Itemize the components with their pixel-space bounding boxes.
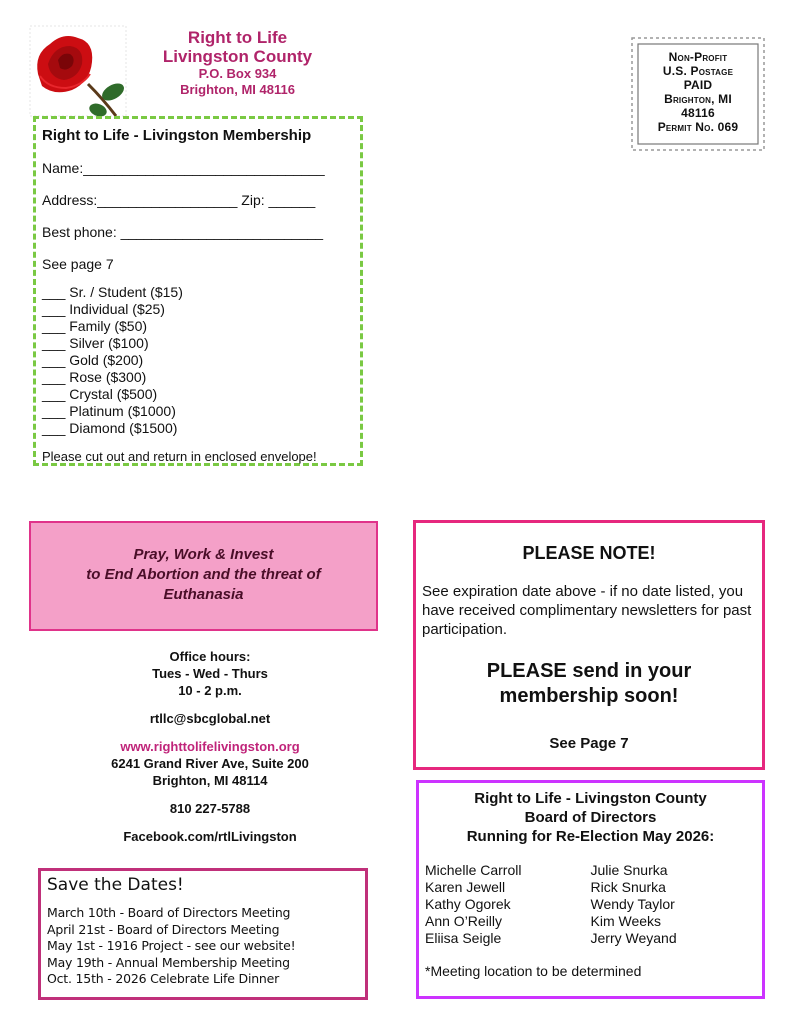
- banner-line: to End Abortion and the threat of: [86, 566, 321, 583]
- email-link[interactable]: rtllc@sbcglobal.net: [149, 711, 271, 726]
- membership-level[interactable]: ___ Sr. / Student ($15): [42, 284, 183, 300]
- board-header-line: Board of Directors: [524, 809, 657, 826]
- event-item: May 1st - 1916 Project - see our website!: [47, 938, 296, 953]
- membership-level[interactable]: ___ Crystal ($500): [42, 386, 158, 402]
- membership-level[interactable]: ___ Individual ($25): [42, 301, 165, 317]
- board-member: Kathy Ogorek: [425, 896, 511, 912]
- city-address: Brighton, MI 48114: [152, 773, 268, 788]
- board-member: Kim Weeks: [590, 913, 662, 929]
- website-link[interactable]: www.righttolifelivingston.org: [120, 739, 300, 754]
- office-time: 10 - 2 p.m.: [178, 683, 242, 698]
- board-names: [425, 862, 756, 947]
- banner-line: Pray, Work & Invest: [133, 546, 274, 563]
- membership-level[interactable]: ___ Diamond ($1500): [42, 420, 178, 436]
- postage-line: Permit No. 069: [657, 120, 739, 134]
- board-member: Eliisa Seigle: [425, 930, 502, 946]
- save-the-dates: [38, 868, 368, 1000]
- membership-level[interactable]: ___ Platinum ($1000): [42, 403, 176, 419]
- note-cta: [422, 659, 756, 709]
- banner-line: Euthanasia: [163, 586, 244, 603]
- board-footnote: *Meeting location to be determined: [425, 963, 642, 979]
- board-column-left: [425, 862, 591, 947]
- event-item: Oct. 15th - 2026 Celebrate Life Dinner: [47, 971, 280, 986]
- board-column-right: [591, 862, 757, 947]
- po-box: P.O. Box 934: [198, 66, 277, 81]
- board-box: [416, 780, 765, 999]
- please-note-box: [413, 520, 765, 770]
- board-member: Julie Snurka: [590, 862, 668, 878]
- event-item: March 10th - Board of Directors Meeting: [47, 905, 291, 920]
- membership-form: [33, 116, 363, 466]
- board-member: Ann O’Reilly: [425, 913, 503, 929]
- facebook-link[interactable]: Facebook.com/rtlLivingston: [123, 829, 297, 844]
- membership-title: Right to Life - Livingston Membership: [42, 127, 312, 144]
- mission-banner: [29, 521, 378, 631]
- rose-icon: [28, 24, 130, 118]
- membership-level[interactable]: ___ Silver ($100): [42, 335, 149, 351]
- board-member: Karen Jewell: [425, 879, 506, 895]
- office-days: Tues - Wed - Thurs: [152, 666, 268, 681]
- postage-indicia: [640, 50, 756, 134]
- see-page-note: See page 7: [42, 256, 114, 272]
- membership-level[interactable]: ___ Rose ($300): [42, 369, 147, 385]
- address-field[interactable]: Address:__________________ Zip: ______: [42, 192, 316, 208]
- postage-line: Brighton, MI: [664, 92, 732, 106]
- postage-line: Non-Profit: [668, 50, 728, 64]
- postage-line: 48116: [681, 106, 715, 120]
- org-city: Brighton, MI 48116: [180, 82, 295, 97]
- board-header-line: Running for Re-Election May 2026:: [466, 828, 715, 845]
- org-county: Livingston County: [162, 47, 313, 66]
- street-address: 6241 Grand River Ave, Suite 200: [111, 756, 309, 771]
- membership-level[interactable]: ___ Gold ($200): [42, 352, 144, 368]
- cut-out-note: Please cut out and return in enclosed envelope!: [42, 449, 317, 464]
- membership-level[interactable]: ___ Family ($50): [42, 318, 148, 334]
- board-member: Jerry Weyand: [590, 930, 677, 946]
- postage-line: PAID: [683, 78, 713, 92]
- org-header: [140, 28, 335, 98]
- name-field[interactable]: Name:_______________________________: [42, 160, 325, 176]
- board-member: Michelle Carroll: [425, 862, 522, 878]
- event-item: April 21st - Board of Directors Meeting: [47, 921, 280, 937]
- board-header: [425, 789, 756, 846]
- board-member: Wendy Taylor: [590, 896, 675, 912]
- note-title: PLEASE NOTE!: [522, 543, 656, 563]
- save-dates-title: Save the Dates!: [47, 875, 184, 895]
- membership-levels: [42, 284, 354, 437]
- cta-line: PLEASE send in your: [486, 660, 692, 682]
- office-info: [60, 648, 360, 845]
- note-body: See expiration date above - if no date listed, you have received complimentary newsletters for past participation.: [422, 583, 752, 638]
- org-name: Right to Life: [187, 28, 288, 47]
- board-header-line: Right to Life - Livingston County: [474, 790, 707, 807]
- cta-line: membership soon!: [499, 685, 679, 707]
- event-item: May 19th - Annual Membership Meeting: [47, 954, 290, 970]
- phone-number: 810 227-5788: [169, 801, 251, 816]
- phone-field[interactable]: Best phone: __________________________: [42, 224, 324, 240]
- postage-line: U.S. Postage: [662, 64, 734, 78]
- note-see-page: See Page 7: [549, 735, 629, 752]
- office-hours-label: Office hours:: [169, 649, 251, 664]
- board-member: Rick Snurka: [590, 879, 666, 895]
